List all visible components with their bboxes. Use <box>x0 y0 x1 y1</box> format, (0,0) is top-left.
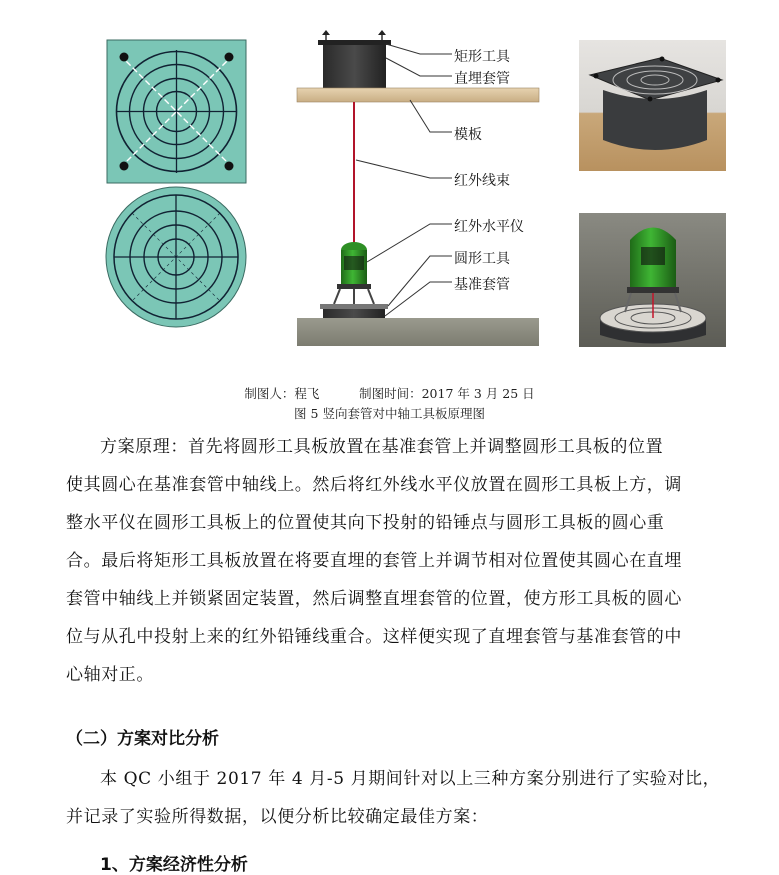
comparison-line: 本 QC 小组于 2017 年 4 月-5 月期间针对以上三种方案分别进行了实验对比， <box>100 769 721 789</box>
section-heading: （二）方案对比分析 <box>66 729 219 749</box>
level-render-photo <box>579 213 726 347</box>
label-circle-tool: 圆形工具 <box>454 251 510 267</box>
subsection-heading: 1、方案经济性分析 <box>100 855 248 875</box>
principle-line: 合。最后将矩形工具板放置在将要直埋的套管上并调节相对位置使其圆心在直埋 <box>66 551 682 571</box>
label-infrared-level: 红外水平仪 <box>454 219 524 235</box>
comparison-paragraph <box>66 762 726 838</box>
label-formwork: 模板 <box>454 127 482 143</box>
label-embedded-sleeve: 直埋套管 <box>454 71 510 87</box>
label-infrared-beam: 红外线束 <box>454 173 510 189</box>
rect-tool-render-photo <box>579 40 726 171</box>
label-rect-tool: 矩形工具 <box>454 49 510 65</box>
principle-line: 位与从孔中投射上来的红外铅锤线重合。这样便实现了直埋套管与基准套管的中 <box>66 627 682 647</box>
comparison-line: 并记录了实验所得数据，以便分析比较确定最佳方案： <box>66 807 489 827</box>
principle-line: 套管中轴线上并锁紧固定装置，然后调整直埋套管的位置，使方形工具板的圆心 <box>66 589 682 609</box>
figure-illustrations <box>0 0 779 380</box>
principle-paragraph <box>66 430 726 696</box>
principle-line: 方案原理：首先将圆形工具板放置在基准套管上并调整圆形工具板的位置 <box>100 437 664 457</box>
circle-tool-plate-drawing <box>106 187 246 327</box>
label-reference-sleeve: 基准套管 <box>454 277 510 293</box>
principle-line: 整水平仪在圆形工具板上的位置使其向下投射的铅锤点与圆形工具板的圆心重 <box>66 513 665 533</box>
principle-line: 心轴对正。 <box>66 665 154 685</box>
figure-caption: 图 5 竖向套管对中轴工具板原理图 <box>294 406 485 421</box>
figure-credit: 制图人：程飞 制图时间：2017 年 3 月 25 日 <box>244 386 535 401</box>
rect-tool-plate-drawing <box>107 40 246 183</box>
principle-line: 使其圆心在基准套管中轴线上。然后将红外线水平仪放置在圆形工具板上方，调 <box>66 475 682 495</box>
